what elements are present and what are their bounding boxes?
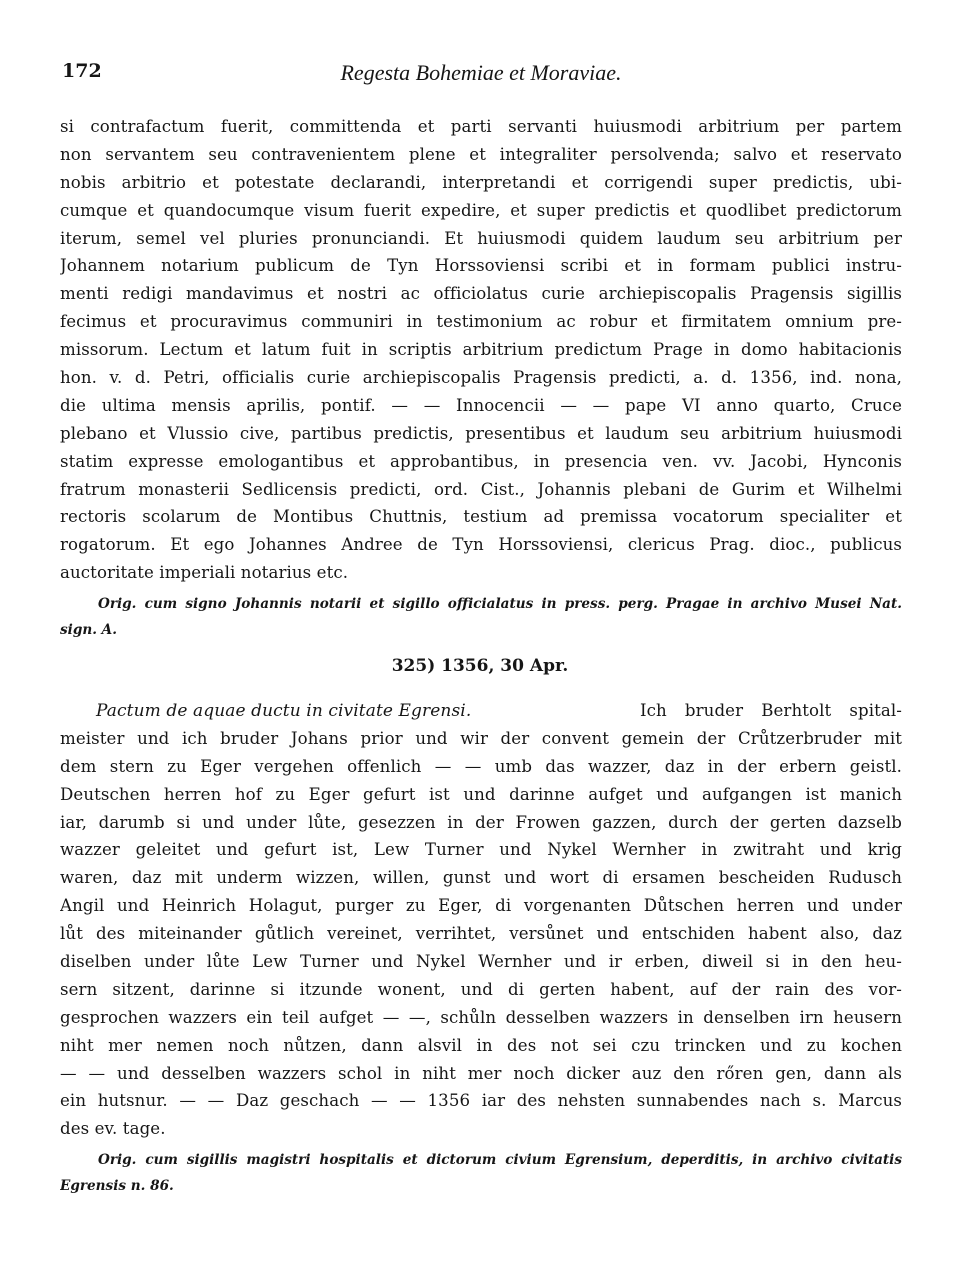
text-line: Johannem notarium publicum de Tyn Horssoviensi scribi et in formam publici instru-	[60, 256, 902, 276]
text-line: wazzer geleitet und gefurt ist, Lew Turner und Nykel Wernher in zwitraht und krig	[60, 840, 902, 860]
source-note	[60, 1147, 902, 1199]
text-line: waren, daz mit underm wizzen, willen, gunst und wort di ersamen bescheiden Rudusch	[60, 868, 902, 888]
text-line: des ev. tage.	[60, 1119, 166, 1139]
text-line: ein hutsnur. — — Daz geschach — — 1356 iar des nehsten sunnabendes nach s. Marcus	[60, 1091, 902, 1111]
text-line: si contrafactum fuerit, committenda et parti servanti huiusmodi arbitrium per partem	[60, 117, 902, 136]
text-line: iar, darumb si und under lůte, gesezzen in der Frowen gazzen, durch der gerten dazselb	[60, 812, 902, 832]
text-line: lůt des miteinander gůtlich vereinet, verrihtet, versůnet und entschiden habent also, daz	[60, 924, 902, 944]
text-line: fecimus et procuravimus communiri in testimonium ac robur et firmitatem omnium pre-	[60, 312, 902, 332]
text-line: Angil und Heinrich Holagut, purger zu Eger, di vorgenanten Důtschen herren und under	[60, 896, 902, 916]
note-line: Orig. cum sigillis magistri hospitalis et dictorum civium Egrensium, deperditis, in archivo civitatis	[98, 1152, 902, 1168]
text-line: rogatorum. Et ego Johannes Andree de Tyn Horssoviensi, clericus Prag. dioc., publicus	[60, 535, 902, 555]
page-number: 172	[62, 60, 102, 82]
entry-first-line	[60, 697, 902, 725]
running-title: Regesta Bohemiae et Moraviae.	[340, 60, 622, 85]
note-line: Egrensis n. 86.	[60, 1178, 174, 1194]
note-line: sign. A.	[60, 622, 117, 638]
text-line: non servantem seu contravenientem plene et integraliter persolvenda; salvo et reservato	[60, 144, 902, 164]
text-line: plebano et Vlussio cive, partibus predictis, presentibus et laudum seu arbitrium huiusmodi	[60, 423, 902, 443]
text-line: niht mer nemen noch nůtzen, dann alsvil in des not sei czu trincken und zu kochen	[60, 1035, 902, 1055]
text-line: diselben under lůte Lew Turner und Nykel Wernher und ir erben, diweil si in den heu-	[60, 952, 902, 972]
text-line: missorum. Lectum et latum fuit in scriptis arbitrium predictum Prage in domo habitacionis	[60, 340, 902, 360]
text-line: fratrum monasterii Sedlicensis predicti, ord. Cist., Johannis plebani de Gurim et Wilhelmi	[60, 479, 902, 499]
text-line: auctoritate imperiali notarius etc.	[60, 563, 349, 583]
text-line-start: Ich bruder Berhtolt spital-	[640, 701, 902, 720]
page-header	[60, 58, 902, 88]
text-line: sern sitzent, darinne si itzunde wonent, und di gerten habent, auf der rain des vor-	[60, 979, 902, 999]
source-note	[60, 591, 902, 643]
text-line: dem stern zu Eger vergehen offenlich — — umb das wazzer, daz in der erbern geistl.	[60, 756, 902, 776]
text-line: — — und desselben wazzers schol in niht mer noch dicker auz den rőren gen, dann als	[60, 1063, 902, 1083]
text-line: gesprochen wazzers ein teil aufget — —, schůln desselben wazzers in denselben irn heusern	[60, 1007, 902, 1027]
regest-summary: Pactum de aquae ductu in civitate Egrensi.	[96, 701, 472, 721]
text-line: statim expresse emologantibus et approbantibus, in presencia ven. vv. Jacobi, Hynconis	[60, 451, 902, 471]
text-line: Deutschen herren hof zu Eger gefurt ist und darinne aufget und aufgangen ist manich	[60, 784, 902, 804]
entry-heading: 325) 1356, 30 Apr.	[391, 656, 569, 676]
text-line: die ultima mensis aprilis, pontif. — — Innocencii — — pape VI anno quarto, Cruce	[60, 395, 902, 415]
text-line: nobis arbitrio et potestate declarandi, interpretandi et corrigendi super predictis, ubi-	[60, 172, 902, 192]
text-line: iterum, semel vel pluries pronunciandi. Et huiusmodi quidem laudum seu arbitrium per	[60, 228, 902, 248]
text-line: hon. v. d. Petri, officialis curie archiepiscopalis Pragensis predicti, a. d. 1356, ind. nona,	[60, 368, 902, 388]
text-line: menti redigi mandavimus et nostri ac officiolatus curie archiepiscopalis Pragensis sigillis	[60, 284, 902, 304]
charter-text-continued	[60, 113, 902, 587]
text-line: rectoris scolarum de Montibus Chuttnis, testium ad premissa vocatorum specialiter et	[60, 507, 902, 527]
text-line: meister und ich bruder Johans prior und wir der convent gemein der Crůtzerbruder mit	[60, 728, 902, 748]
note-line: Orig. cum signo Johannis notarii et sigillo officialatus in press. perg. Pragae in archivo Musei Nat.	[98, 596, 902, 612]
text-line: cumque et quandocumque visum fuerit expedire, et super predictis et quodlibet predictorum	[60, 200, 902, 220]
charter-text	[60, 697, 902, 1143]
